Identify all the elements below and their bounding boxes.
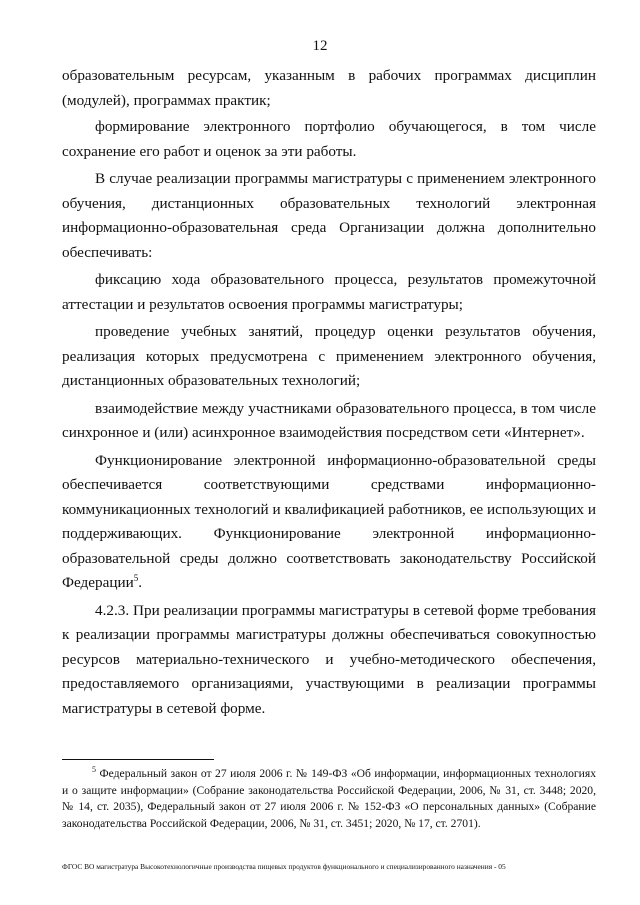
paragraph-4: фиксацию хода образовательного процесса, результатов промежуточной аттестации и результатов освоения программы магистратуры; — [62, 271, 596, 313]
footnote — [62, 766, 596, 832]
document-body — [62, 64, 596, 721]
footnote-divider — [62, 759, 214, 760]
paragraph-1: образовательным ресурсам, указанным в рабочих программах дисциплин (модулей), программах практик; — [62, 67, 596, 109]
paragraph-7-text: Функционирование электронной информационно-образовательной среды обеспечивается соответствующими средствами информационно-коммуникационных технологий и квалификацией работников, ее использующих и поддерживающих. Функционирование электронной информационно-образовательной среды должно соответствовать законодательству Российской Федерации — [62, 451, 596, 591]
page-footer: ФГОС ВО магистратура Высокотехнологичные производства пищевых продуктов функционального и специализированного назначения - 05 — [62, 862, 506, 871]
paragraph-3: В случае реализации программы магистратуры с применением электронного обучения, дистанционных образовательных технологий электронная информационно-образовательная среда Организации должна дополнительно обеспечивать: — [62, 170, 596, 261]
paragraph-7-end: . — [138, 574, 143, 591]
paragraph-7 — [62, 449, 596, 596]
footnote-text: Федеральный закон от 27 июля 2006 г. № 149-ФЗ «Об информации, информационных технологиях и о защите информации» (Собрание законодательства Российской Федерации, 2006, № 31, ст. 3448; 2020, № 14, ст. 2035), Федеральный закон от 27 июля 2006 г. № 152-ФЗ «О персональных данных» (Собрание законодательства Российской Федерации, 2006, № 31, ст. 3451; 2020, № 17, ст. 2701). — [62, 767, 596, 830]
paragraph-2: формирование электронного портфолио обучающегося, в том числе сохранение его работ и оценок за эти работы. — [62, 118, 596, 160]
page-number: 12 — [312, 38, 328, 54]
footnote-reference[interactable]: 5 — [133, 572, 139, 583]
footnote-marker: 5 — [92, 765, 96, 775]
paragraph-6: взаимодействие между участниками образовательного процесса, в том числе синхронное и (или) асинхронное взаимодействия посредством сети «Интернет». — [62, 399, 596, 441]
paragraph-8: 4.2.3. При реализации программы магистратуры в сетевой форме требования к реализации программы магистратуры должны обеспечиваться совокупностью ресурсов материально-технического и учебно-методического обеспечения, предоставляемого организациями, участвующими в реализации программы магистратуры в сетевой форме. — [62, 601, 596, 717]
paragraph-5: проведение учебных занятий, процедур оценки результатов обучения, реализация которых предусмотрена с применением электронного обучения, дистанционных образовательных технологий; — [62, 323, 596, 389]
